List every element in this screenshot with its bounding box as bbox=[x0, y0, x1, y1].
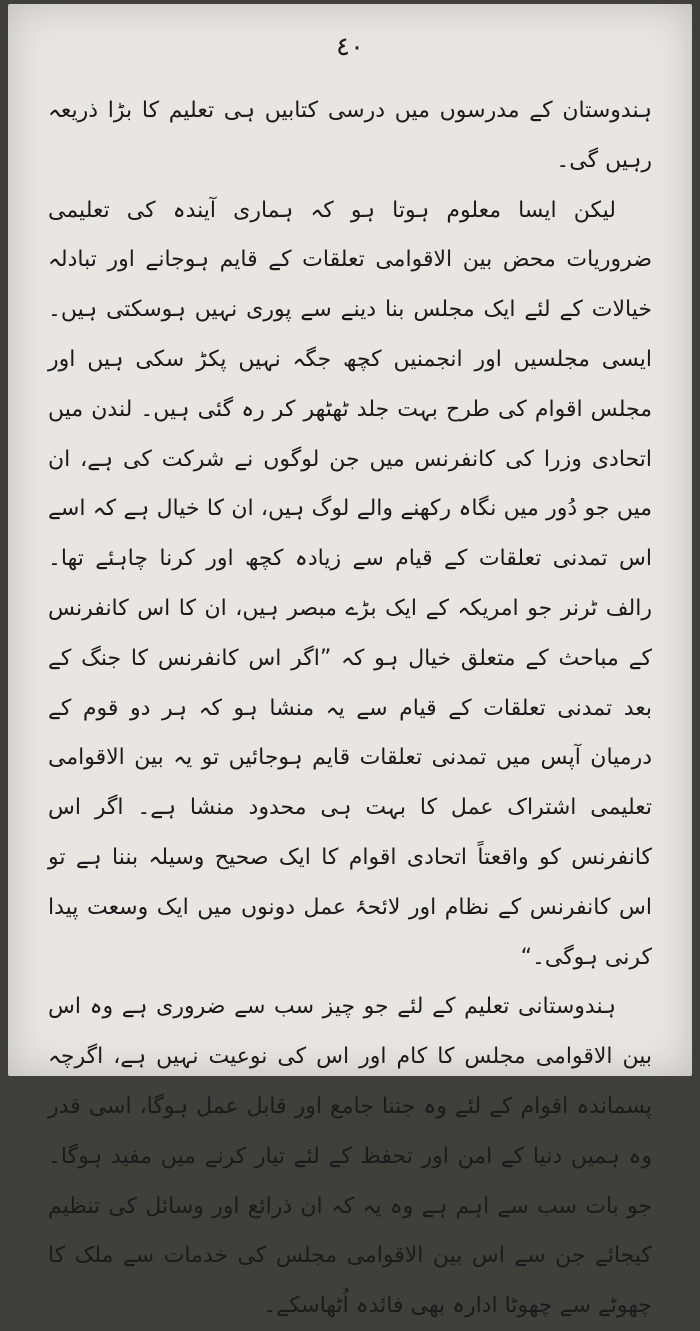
paragraph-3: ہندوستانی تعلیم کے لئے جو چیز سب سے ضروری ہے وہ اس بین الاقوامی مجلس کا کام اور اس کی نوعیت نہیں ہے، اگرچہ پسماندہ اقوام کے لئے وہ جتنا جامع اور قابل عمل ہوگا، اسی قدر وہ ہمیں دنیا کے امن اور تحفظ کے لئے تیار کرنے میں مفید ہوگا۔ جو بات سب سے اہم ہے وہ یہ کہ ان ذرائع اور وسائل کی تنظیم کیجائے جن سے اس بین الاقوامی مجلس کی خدمات سے ملک کا چھوٹے سے چھوٹا ادارہ بھی فائدہ اُٹھاسکے۔ bbox=[48, 994, 652, 1319]
paragraph-1: ہندوستان کے مدرسوں میں درسی کتابیں ہی تعلیم کا بڑا ذریعہ رہیں گی۔ bbox=[48, 98, 652, 173]
paragraph-2: لیکن ایسا معلوم ہوتا ہو کہ ہماری آیندہ کی تعلیمی ضروریات محض بین الاقوامی تعلقات کے قایم ہوجانے اور تبادلہ خیالات کے لئے ایک مجلس بنا دینے سے پوری نہیں ہوسکتی ہیں۔ ایسی مجلسیں اور انجمنیں کچھ جگہ نہیں پکڑ سکی ہیں اور مجلس اقوام کی طرح بہت جلد ٹھٹھر کر رہ گئی ہیں۔ لندن میں اتحادی وزرا کی کانفرنس میں جن لوگوں نے شرکت کی ہے، ان میں جو دُور میں نگاہ رکھنے والے لوگ ہیں، ان کا خیال ہے کہ اسے اس تمدنی تعلقات کے قیام سے زیادہ کچھ اور کرنا چاہئے تھا۔ رالف ٹرنر جو امریکہ کے ایک بڑے مبصر ہیں، ان کا اس کانفرنس کے مباحث کے متعلق خیال ہو کہ ”اگر اس کانفرنس کا جنگ کے بعد تمدنی تعلقات کے قیام سے یہ منشا ہو کہ ہر دو قوم کے درمیان آپس میں تمدنی تعلقات قایم ہوجائیں تو یہ بین الاقوامی تعلیمی اشتراک عمل کا بہت ہی محدود منشا ہے۔ اگر اس کانفرنس کو واقعتاً اتحادی اقوام کا ایک صحیح وسیلہ بننا ہے تو اس کانفرنس کے نظام اور لائحۂ عمل دونوں میں ایک وسعت پیدا کرنی ہوگی۔“ bbox=[48, 197, 652, 970]
page-number: ٤٠ bbox=[336, 32, 364, 62]
book-page bbox=[8, 4, 692, 1319]
body-text bbox=[48, 86, 652, 1319]
